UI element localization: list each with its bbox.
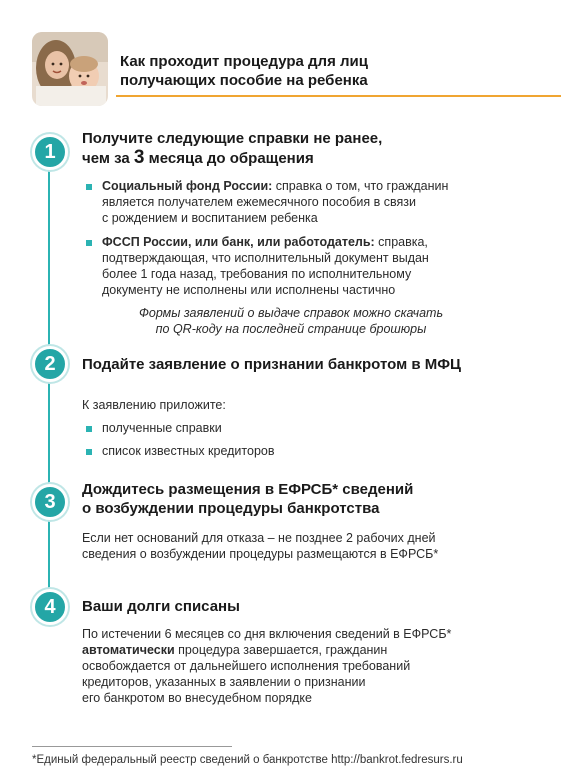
item-2-line-4: документу не исполнены или исполнены частично	[102, 283, 396, 297]
step-4-text-line-5: его банкротом во внесудебном порядке	[82, 691, 312, 705]
step-3-text-line-2: сведения о возбуждении процедуры размещаются в ЕФРСБ*	[82, 547, 439, 561]
title-line-1: Как проходит процедура для лиц	[120, 53, 368, 70]
step-4-text-line-4: кредиторов, указанных в заявлении о признании	[82, 675, 366, 689]
step-3-text	[82, 530, 438, 562]
footnote-divider	[32, 746, 232, 747]
bullet-marker	[86, 184, 92, 190]
step-4-text-line-2-rest: процедура завершается, гражданин	[174, 643, 388, 657]
page-title	[120, 52, 520, 90]
step-3-text-line-1: Если нет оснований для отказа – не позднее 2 рабочих дней	[82, 531, 436, 545]
step-2-item-1: полученные справки	[102, 421, 222, 435]
step-2-title	[82, 355, 461, 374]
step-1-item-2	[102, 234, 522, 298]
title-underline	[116, 95, 561, 97]
step-4-text-line-3: освобождается от дальнейшего исполнения требований	[82, 659, 411, 673]
bullet-marker	[86, 449, 92, 455]
item-1-line-2: является получателем ежемесячного пособия в связи	[102, 195, 416, 209]
item-1-bold: Социальный фонд России:	[102, 179, 273, 193]
step-2-title-line-1: Подайте заявление о признании банкротом в МФЦ	[82, 356, 461, 373]
item-2-line-3: более 1 года назад, требования по исполнительному	[102, 267, 412, 281]
mother-child-photo	[32, 32, 108, 106]
automatically-bold: автоматически	[82, 643, 175, 657]
step-4-text	[82, 626, 451, 706]
step-1-title-line-2	[82, 148, 382, 168]
header	[32, 32, 532, 98]
step-4-title	[82, 597, 240, 616]
months-number: 3	[133, 147, 145, 168]
title-line-2: получающих пособие на ребенка	[120, 72, 368, 89]
step-1-title-post: месяца до обращения	[144, 150, 314, 167]
step-2-item-2: список известных кредиторов	[102, 444, 275, 458]
note-line-2: по QR-коду на последней странице брошюры	[155, 322, 427, 336]
step-1-title-pre: чем за	[82, 150, 134, 167]
item-2-line-2: подтверждающая, что исполнительный документ выдан	[102, 251, 429, 265]
step-3-title-line-2: о возбуждении процедуры банкротства	[82, 500, 380, 517]
step-1-number: 1	[32, 134, 68, 170]
item-1-line-1	[102, 178, 522, 194]
item-2-text: справка,	[374, 235, 428, 249]
step-4-text-line-2	[82, 642, 451, 658]
bullet-marker	[86, 426, 92, 432]
step-1-title-line-1: Получите следующие справки не ранее,	[82, 130, 383, 147]
note-line-1: Формы заявлений о выдаче справок можно скачать	[138, 306, 444, 320]
forms-note	[96, 305, 486, 337]
step-4-number: 4	[32, 589, 68, 625]
item-1-line-3: с рождением и воспитанием ребенка	[102, 211, 318, 225]
step-3-number: 3	[32, 484, 68, 520]
footnote: *Единый федеральный реестр сведений о банкротстве http://bankrot.fedresurs.ru	[32, 754, 463, 766]
step-2-intro: К заявлению приложите:	[82, 398, 226, 412]
item-2-bold: ФССП России, или банк, или работодатель:	[102, 235, 375, 249]
step-1-title	[82, 129, 382, 168]
step-4-title-line-1: Ваши долги списаны	[82, 598, 240, 615]
item-1-text: справка о том, что гражданин	[272, 179, 449, 193]
bullet-marker	[86, 240, 92, 246]
step-2-number: 2	[32, 346, 68, 382]
step-4-text-line-1: По истечении 6 месяцев со дня включения сведений в ЕФРСБ*	[82, 627, 452, 641]
item-2-line-1	[102, 234, 522, 250]
step-3-title	[82, 480, 413, 518]
step-3-title-line-1: Дождитесь размещения в ЕФРСБ* сведений	[82, 481, 414, 498]
step-1-item-1	[102, 178, 522, 226]
